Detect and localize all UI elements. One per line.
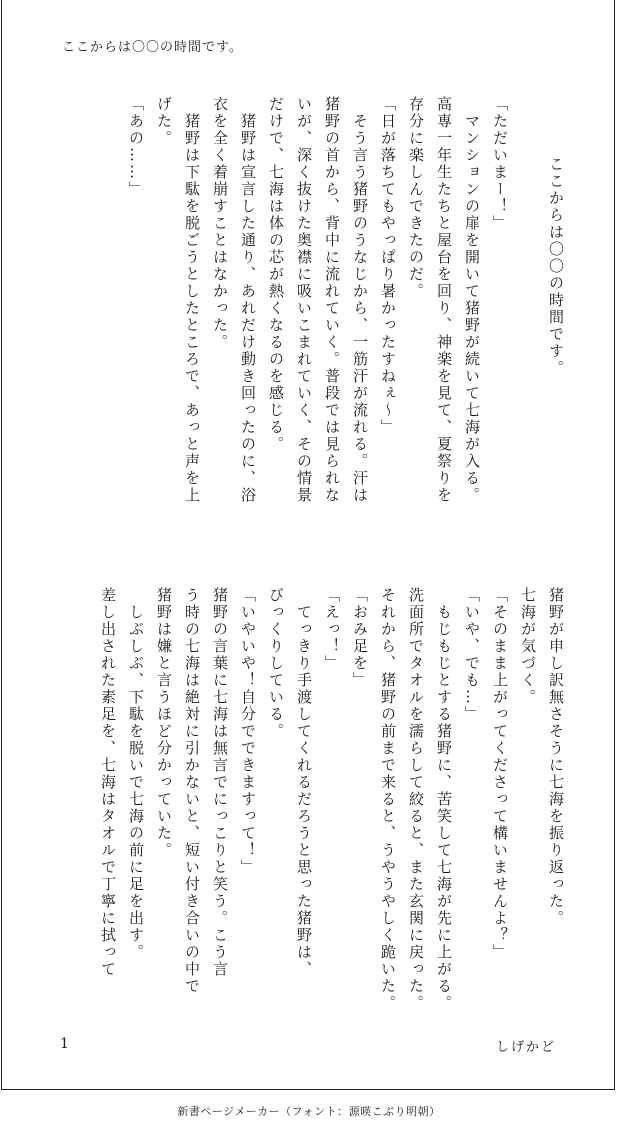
page-number: 1 [60, 1036, 69, 1052]
text-line: 「いやいや！自分でできますって！」 [239, 587, 257, 876]
text-line: 「あの……」 [127, 96, 145, 198]
text-line: 存分に楽しんできたのだ。 [407, 96, 425, 300]
text-line: 猪野の言葉に七海は無言でにっこりと笑う。こう言 [211, 587, 229, 978]
text-line: 猪野の首から、背中に流れていく。普段では見られな [323, 96, 341, 504]
text-line: 猪野は嫌と言うほど分かっていた。 [155, 587, 173, 859]
text-line: 高専一年生たちと屋台を回り、神楽を見て、夏祭りを [435, 96, 453, 504]
text-line: それから、猪野の前まで来ると、うやうやしく跪いた。 [379, 587, 397, 1012]
text-line: 「いや、でも…」 [463, 587, 481, 723]
generator-credit: 新書ページメーカー（フォント：源暎こぶり明朝） [177, 1105, 441, 1118]
text-line: 衣を全く着崩すことはなかった。 [211, 96, 229, 351]
text-line: 猪野は下駄を脱ごうとしたところで、あっと声を上 [183, 96, 201, 504]
text-line: 猪野が申し訳無さそうに七海を振り返った。 [547, 587, 565, 927]
book-page [1, 0, 615, 1090]
text-line: もじもじとする猪野に、苦笑して七海が先に上がる。 [435, 587, 453, 1012]
text-line: 「日が落ちてもやっぱり暑かったすねぇ～」 [379, 96, 397, 436]
text-line: そう言う猪野のうなじから、一筋汗が流れる。汗は [351, 96, 369, 504]
lower-text-block [94, 587, 570, 1012]
text-line: いが、深く抜けた奥襟に吸いこまれていく、その情景 [295, 96, 313, 504]
running-header: ここからは〇〇の時間です。 [62, 40, 243, 55]
text-line: 「えっ！」 [323, 587, 341, 672]
text-line: 「そのまま上がってくださって構いませんよ？」 [491, 587, 509, 961]
chapter-title: ここからは〇〇の時間です。 [547, 156, 565, 377]
text-line: てっきり手渡してくれるだろうと思った猪野は、 [295, 587, 313, 978]
author-name: しげかど [495, 1040, 556, 1055]
text-line: げた。 [155, 96, 173, 147]
text-line: びっくりしている。 [267, 587, 285, 740]
text-line: 猪野は宣言した通り、あれだけ動き回ったのに、浴 [239, 96, 257, 504]
text-line: 「ただいまー！」 [491, 96, 509, 232]
text-line: 洗面所でタオルを濡らして絞ると、また玄関に戻った。 [407, 587, 425, 1012]
text-line: マンションの扉を開いて猪野が続いて七海が入る。 [463, 96, 481, 504]
text-line: 七海が気づく。 [519, 587, 537, 706]
text-line: だけで、七海は体の芯が熱くなるのを感じる。 [267, 96, 285, 453]
text-line: しぶしぶ、下駄を脱いで七海の前に足を出す。 [127, 587, 145, 961]
text-line: う時の七海は絶対に引かないと、短い付き合いの中で [183, 587, 201, 995]
upper-text-block [122, 96, 570, 536]
text-line: 「おみ足を」 [351, 587, 369, 689]
text-line: 差し出された素足を、七海はタオルで丁寧に拭って [99, 587, 117, 978]
